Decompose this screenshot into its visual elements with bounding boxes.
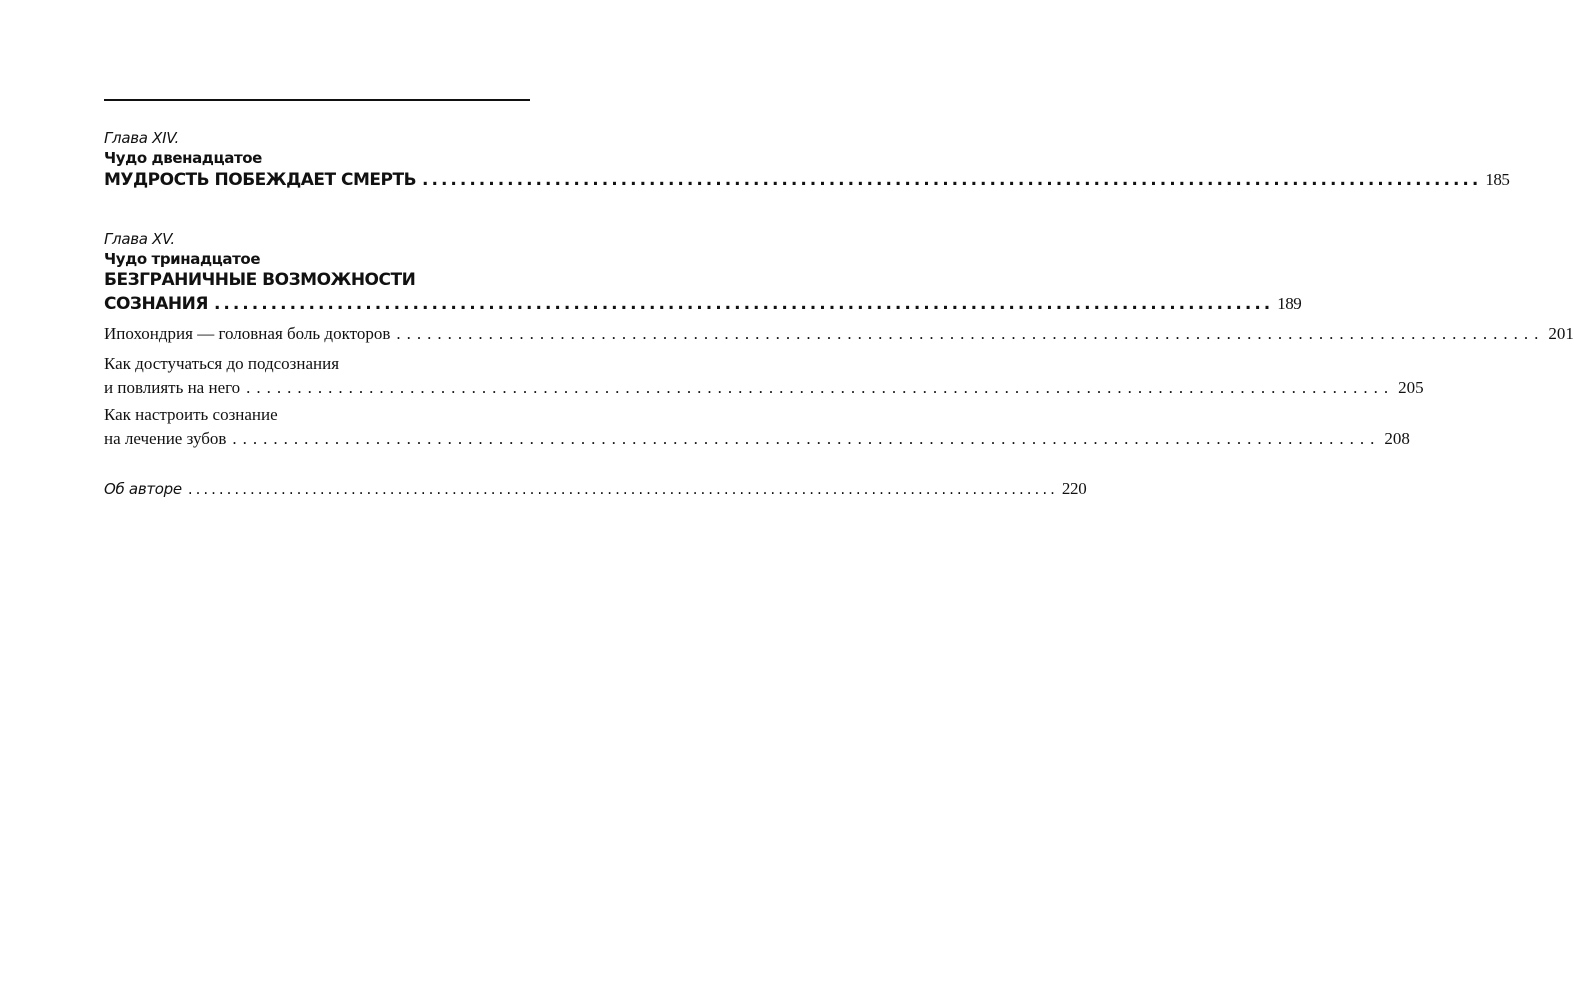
section-title: Ипохондрия — головная боль докторов [104, 324, 391, 343]
page-number: 189 [1277, 294, 1302, 313]
page-number: 185 [1485, 170, 1510, 189]
top-rule [104, 99, 530, 101]
section-row [104, 322, 1574, 346]
section-title: и повлиять на него [104, 378, 241, 397]
page-number: 220 [1061, 479, 1087, 498]
dot-leader: ................................................................................................................ [232, 429, 1381, 448]
toc-entry-chapter-14[interactable] [104, 128, 1510, 192]
dot-leader: ................................................................................................................ [187, 480, 1058, 498]
dot-leader: ................................................................................................................ [396, 324, 1545, 343]
chapter-title-row [104, 168, 1510, 192]
dot-leader: ................................................................................................................ [246, 378, 1395, 397]
toc-entry-chapter-15[interactable] [104, 229, 1302, 316]
chapter-label: Глава XV. [104, 230, 175, 248]
section-title-line: Как достучаться до подсознания [104, 354, 340, 373]
page-number: 201 [1548, 324, 1574, 343]
about-row [104, 478, 1087, 500]
chapter-title: СОЗНАНИЯ [104, 294, 208, 314]
chapter-title: МУДРОСТЬ ПОБЕЖДАЕТ СМЕРТЬ [104, 170, 417, 190]
dot-leader: ................................................................................................................ [213, 294, 1274, 314]
page-number: 205 [1398, 378, 1424, 397]
page-number: 208 [1384, 429, 1410, 448]
about-label: Об авторе [104, 480, 182, 498]
section-title-line: Как настроить сознание [104, 405, 278, 424]
toc-section-teeth[interactable] [104, 403, 1410, 451]
dot-leader: ................................................................................................................ [422, 170, 1482, 190]
section-row [104, 427, 1410, 451]
miracle-subtitle: Чудо двенадцатое [104, 149, 262, 167]
section-row [104, 376, 1424, 400]
toc-section-hypochondria[interactable] [104, 322, 1574, 346]
chapter-title-line: БЕЗГРАНИЧНЫЕ ВОЗМОЖНОСТИ [104, 270, 416, 290]
toc-section-subconscious[interactable] [104, 352, 1424, 400]
miracle-subtitle: Чудо тринадцатое [104, 250, 261, 268]
toc-entry-about-author[interactable] [104, 478, 1087, 500]
chapter-label: Глава XIV. [104, 129, 179, 147]
chapter-title-row [104, 292, 1302, 316]
section-title: на лечение зубов [104, 429, 227, 448]
